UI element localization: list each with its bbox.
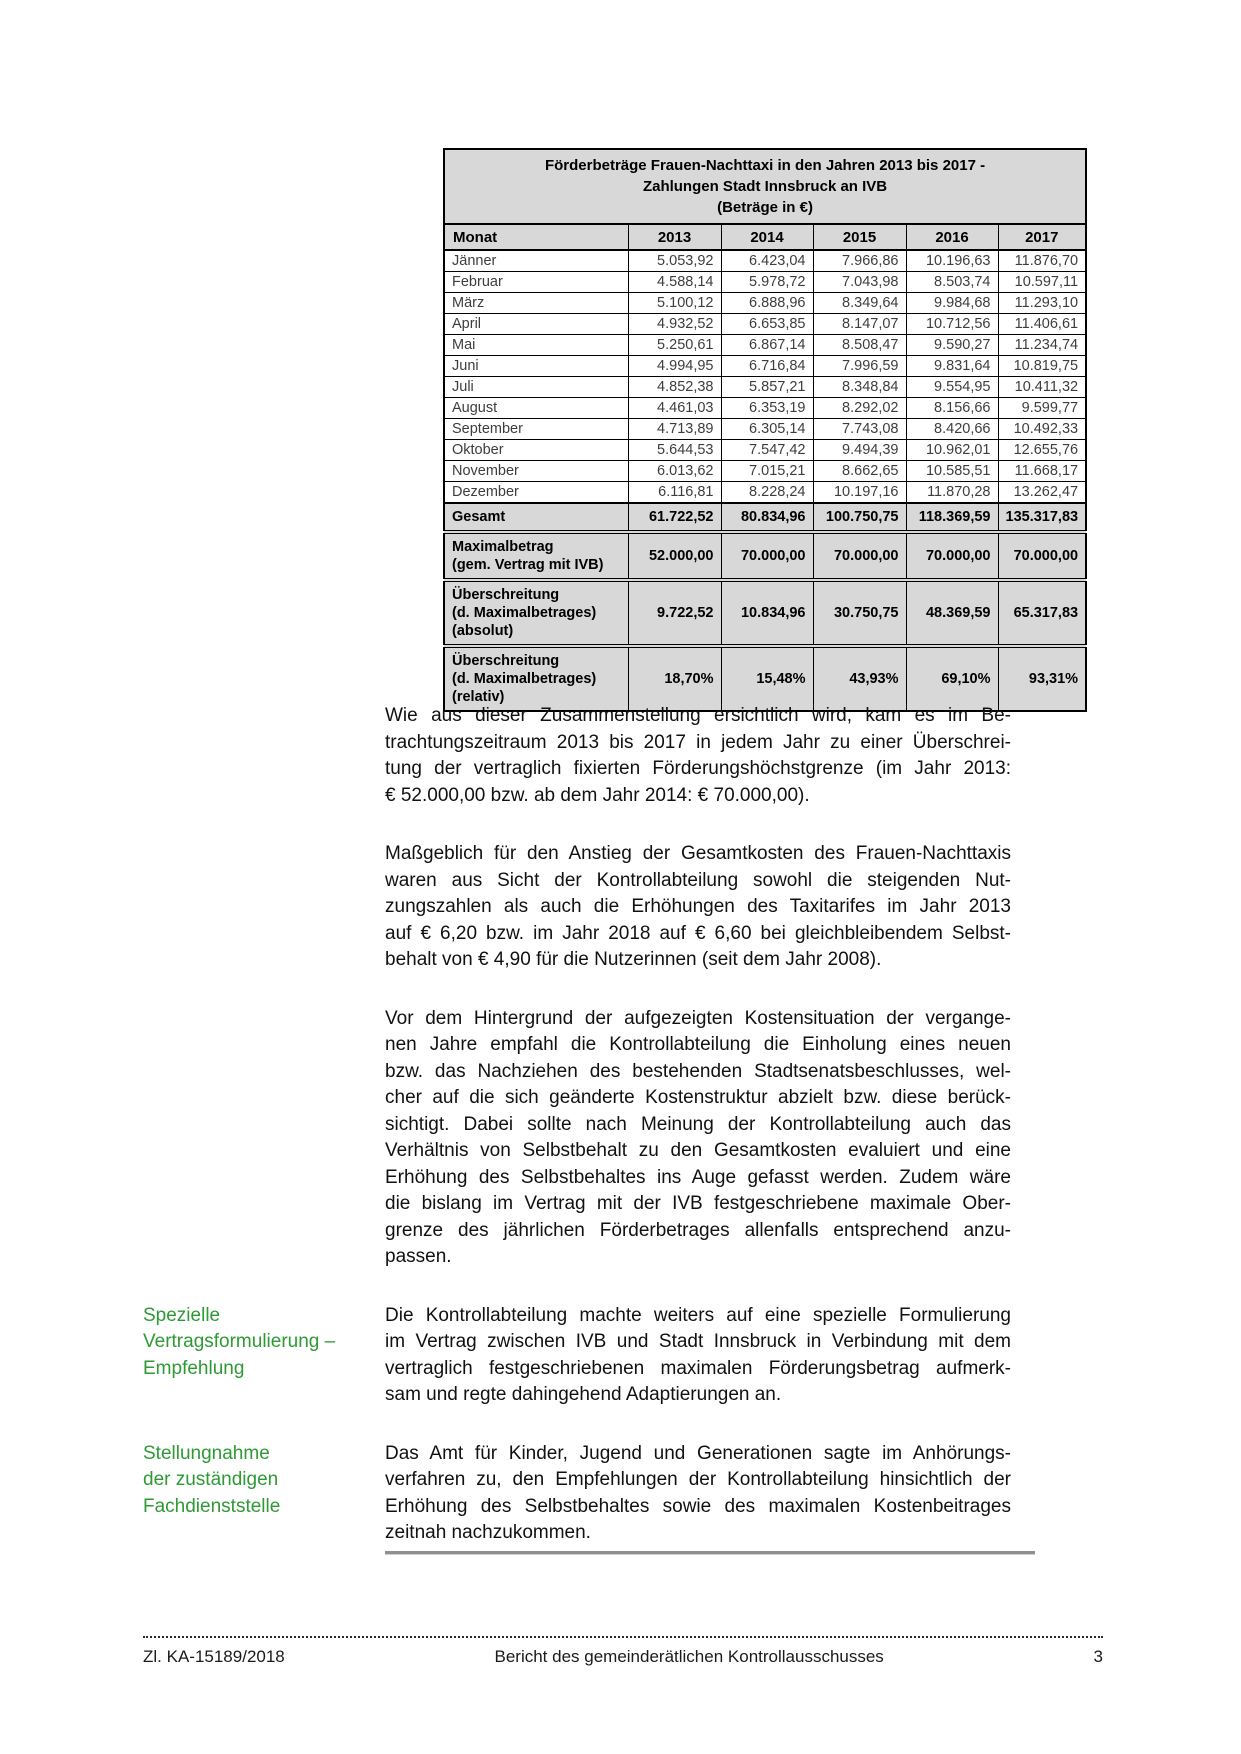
month-value-cell: 8.503,74 <box>906 272 998 293</box>
paragraph-line: im Vertrag zwischen IVB und Stadt Innsbruck in Verbindung mit dem <box>385 1331 1011 1352</box>
month-name-cell: April <box>444 314 628 335</box>
paragraph-line: € 52.000,00 bzw. ab dem Jahr 2014: € 70.000,00). <box>385 784 810 806</box>
summary-row <box>444 532 1086 580</box>
footer-page-number: 3 <box>1093 1647 1103 1666</box>
month-value-cell: 7.547,42 <box>721 440 813 461</box>
paragraph-line: tung der vertraglich fixierten Förderungshöchstgrenze (im Jahr 2013: <box>385 758 1011 779</box>
month-value-cell: 6.305,14 <box>721 419 813 440</box>
month-name-cell: Juli <box>444 377 628 398</box>
margin-label <box>143 1303 385 1409</box>
summary-value-cell: 43,93% <box>813 646 906 711</box>
month-value-cell: 4.994,95 <box>628 356 721 377</box>
month-value-cell: 6.353,19 <box>721 398 813 419</box>
month-value-cell: 7.996,59 <box>813 356 906 377</box>
month-value-cell: 10.962,01 <box>906 440 998 461</box>
margin-label <box>143 1006 385 1271</box>
table-month-rows <box>444 250 1086 503</box>
summary-value-cell: 52.000,00 <box>628 532 721 580</box>
column-header-monat: Monat <box>444 224 628 250</box>
month-value-cell: 8.508,47 <box>813 335 906 356</box>
month-value-cell: 10.411,32 <box>998 377 1086 398</box>
paragraph-line: waren aus Sicht der Kontrollabteilung sowohl die steigenden Nut- <box>385 869 1011 891</box>
month-value-cell: 6.867,14 <box>721 335 813 356</box>
month-value-cell: 11.293,10 <box>998 293 1086 314</box>
table-row <box>444 293 1086 314</box>
margin-label-line: Stellungnahme <box>143 1442 270 1464</box>
margin-label-line: Spezielle <box>143 1304 221 1326</box>
table-title <box>444 149 1086 224</box>
table-row <box>444 398 1086 419</box>
month-value-cell: 10.492,33 <box>998 419 1086 440</box>
month-value-cell: 8.228,24 <box>721 482 813 504</box>
column-header-2015: 2015 <box>813 224 906 250</box>
month-name-cell: Oktober <box>444 440 628 461</box>
paragraph-line: die bislang im Vertrag mit der IVB festgeschriebene maximale Ober- <box>385 1193 1011 1214</box>
summary-value-cell: 69,10% <box>906 646 998 711</box>
table-row <box>444 314 1086 335</box>
report-section <box>143 1441 1011 1547</box>
summary-value-cell: 118.369,59 <box>906 503 998 532</box>
column-header-2013: 2013 <box>628 224 721 250</box>
table-row <box>444 461 1086 482</box>
paragraph-line: passen. <box>385 1246 452 1267</box>
month-value-cell: 12.655,76 <box>998 440 1086 461</box>
summary-value-cell: 135.317,83 <box>998 503 1086 532</box>
summary-label-line: (gem. Vertrag mit IVB) <box>452 557 604 573</box>
paragraph-line: vertraglich festgeschriebenen maximalen Förderungsbetrag aufmerk- <box>385 1357 1011 1379</box>
table-summary-rows <box>444 503 1086 711</box>
summary-value-cell: 9.722,52 <box>628 580 721 646</box>
paragraph <box>385 841 1011 974</box>
month-value-cell: 8.156,66 <box>906 398 998 419</box>
paragraph-line: Verhältnis von Selbstbehalt zu den Gesamtkosten evaluiert und eine <box>385 1140 1011 1161</box>
paragraph <box>385 703 1011 809</box>
summary-label-line: Überschreitung <box>452 653 560 669</box>
table-title-line: (Beträge in €) <box>717 199 813 216</box>
month-name-cell: Juni <box>444 356 628 377</box>
table-row <box>444 482 1086 504</box>
summary-value-cell: 61.722,52 <box>628 503 721 532</box>
month-value-cell: 7.966,86 <box>813 250 906 272</box>
month-value-cell: 5.978,72 <box>721 272 813 293</box>
summary-label-line: (relativ) <box>452 689 505 705</box>
margin-label <box>143 841 385 974</box>
month-value-cell: 6.423,04 <box>721 250 813 272</box>
month-value-cell: 13.262,47 <box>998 482 1086 504</box>
summary-label-line: (d. Maximalbetrages) <box>452 671 597 687</box>
margin-label-line: Vertragsformulierung – <box>143 1331 336 1352</box>
paragraph-line: Die Kontrollabteilung machte weiters auf eine spezielle Formulierung <box>385 1304 1011 1326</box>
margin-label-line: Fachdienststelle <box>143 1495 281 1517</box>
month-name-cell: Februar <box>444 272 628 293</box>
report-section <box>143 841 1011 974</box>
paragraph-line: Erhöhung des Selbstbehaltes sowie des maximalen Kostenbeitrages <box>385 1495 1011 1517</box>
section-divider <box>385 1551 1035 1555</box>
month-value-cell: 11.668,17 <box>998 461 1086 482</box>
month-value-cell: 5.100,12 <box>628 293 721 314</box>
margin-label <box>143 1441 385 1547</box>
footer-row <box>143 1647 1103 1667</box>
month-name-cell: Jänner <box>444 250 628 272</box>
table-row <box>444 272 1086 293</box>
summary-value-cell: 70.000,00 <box>906 532 998 580</box>
paragraph-line: verfahren zu, den Empfehlungen der Kontrollabteilung hinsichtlich der <box>385 1469 1011 1490</box>
month-value-cell: 9.599,77 <box>998 398 1086 419</box>
table-row <box>444 356 1086 377</box>
summary-value-cell: 70.000,00 <box>998 532 1086 580</box>
month-value-cell: 9.984,68 <box>906 293 998 314</box>
paragraph-line: sam und regte dahingehend Adaptierungen an. <box>385 1384 782 1405</box>
month-value-cell: 8.348,84 <box>813 377 906 398</box>
month-value-cell: 10.196,63 <box>906 250 998 272</box>
summary-value-cell: 65.317,83 <box>998 580 1086 646</box>
month-name-cell: Mai <box>444 335 628 356</box>
paragraph-line: grenze des jährlichen Förderbetrages allenfalls entsprechend anzu- <box>385 1219 1011 1241</box>
paragraph-line: auf € 6,20 bzw. im Jahr 2018 auf € 6,60 bei gleichbleibendem Selbst- <box>385 922 1011 944</box>
summary-row <box>444 580 1086 646</box>
table-row <box>444 377 1086 398</box>
paragraph-line: sichtigt. Dabei sollte nach Meinung der Kontrollabteilung auch das <box>385 1113 1011 1135</box>
month-value-cell: 6.653,85 <box>721 314 813 335</box>
month-value-cell: 6.888,96 <box>721 293 813 314</box>
paragraph-line: zeitnah nachzukommen. <box>385 1522 591 1543</box>
month-name-cell: Dezember <box>444 482 628 504</box>
month-value-cell: 9.554,95 <box>906 377 998 398</box>
month-value-cell: 7.743,08 <box>813 419 906 440</box>
table-row <box>444 419 1086 440</box>
column-header-2014: 2014 <box>721 224 813 250</box>
paragraph <box>385 1441 1011 1547</box>
month-name-cell: September <box>444 419 628 440</box>
month-name-cell: November <box>444 461 628 482</box>
month-value-cell: 9.590,27 <box>906 335 998 356</box>
paragraph-line: bzw. das Nachziehen des bestehenden Stadtsenatsbeschlusses, wel- <box>385 1060 1011 1082</box>
table-row <box>444 335 1086 356</box>
table-title-row <box>444 149 1086 224</box>
report-body <box>143 703 1011 1579</box>
summary-value-cell: 30.750,75 <box>813 580 906 646</box>
month-value-cell: 6.013,62 <box>628 461 721 482</box>
month-value-cell: 10.197,16 <box>813 482 906 504</box>
footer-dotted-line <box>143 1636 1103 1638</box>
month-value-cell: 7.015,21 <box>721 461 813 482</box>
table-title-line: Förderbeträge Frauen-Nachttaxi in den Jahren 2013 bis 2017 - <box>544 157 986 174</box>
month-value-cell: 4.461,03 <box>628 398 721 419</box>
month-value-cell: 8.662,65 <box>813 461 906 482</box>
paragraph-line: zungszahlen als auch die Erhöhungen des Taxitarifes im Jahr 2013 <box>385 896 1011 917</box>
paragraph-line: Erhöhung des Selbstbehaltes ins Auge gefasst werden. Zudem wäre <box>385 1166 1011 1188</box>
footer-reference: Zl. KA-15189/2018 <box>143 1647 285 1666</box>
summary-label-line: Maximalbetrag <box>452 539 554 555</box>
month-value-cell: 9.831,64 <box>906 356 998 377</box>
month-value-cell: 4.852,38 <box>628 377 721 398</box>
funding-table-grid <box>443 148 1087 712</box>
month-value-cell: 8.147,07 <box>813 314 906 335</box>
table-title-line: Zahlungen Stadt Innsbruck an IVB <box>642 178 888 195</box>
paragraph-line: Das Amt für Kinder, Jugend und Generationen sagte im Anhörungs- <box>385 1442 1011 1464</box>
month-value-cell: 11.870,28 <box>906 482 998 504</box>
report-section <box>143 703 1011 809</box>
month-value-cell: 9.494,39 <box>813 440 906 461</box>
summary-value-cell: 70.000,00 <box>813 532 906 580</box>
month-value-cell: 8.349,64 <box>813 293 906 314</box>
summary-label-cell <box>444 580 628 646</box>
summary-label-line: Überschreitung <box>452 587 560 603</box>
paragraph-line: Vor dem Hintergrund der aufgezeigten Kostensituation der vergange- <box>385 1007 1011 1029</box>
summary-label-cell <box>444 646 628 711</box>
summary-value-cell: 10.834,96 <box>721 580 813 646</box>
summary-row <box>444 503 1086 532</box>
month-value-cell: 6.116,81 <box>628 482 721 504</box>
month-value-cell: 6.716,84 <box>721 356 813 377</box>
table-column-header-row <box>444 224 1086 250</box>
month-name-cell: März <box>444 293 628 314</box>
paragraph-line: trachtungszeitraum 2013 bis 2017 in jedem Jahr zu einer Überschrei- <box>385 731 1011 753</box>
month-value-cell: 10.712,56 <box>906 314 998 335</box>
month-value-cell: 8.420,66 <box>906 419 998 440</box>
month-value-cell: 11.406,61 <box>998 314 1086 335</box>
paragraph-line: nen Jahre empfahl die Kontrollabteilung die Einholung eines neuen <box>385 1034 1011 1055</box>
table-row <box>444 440 1086 461</box>
summary-row <box>444 646 1086 711</box>
summary-label-line: (d. Maximalbetrages) <box>452 605 597 621</box>
paragraph-line: cher auf die sich geänderte Kostenstruktur abzielt bzw. diese berück- <box>385 1087 1011 1108</box>
month-value-cell: 10.585,51 <box>906 461 998 482</box>
month-value-cell: 11.234,74 <box>998 335 1086 356</box>
page-footer <box>143 1636 1103 1667</box>
month-value-cell: 10.819,75 <box>998 356 1086 377</box>
margin-label-line: der zuständigen <box>143 1469 279 1490</box>
paragraph-line: Maßgeblich für den Anstieg der Gesamtkosten des Frauen-Nachttaxis <box>385 843 1011 864</box>
paragraph <box>385 1303 1011 1409</box>
month-value-cell: 7.043,98 <box>813 272 906 293</box>
month-value-cell: 10.597,11 <box>998 272 1086 293</box>
month-value-cell: 11.876,70 <box>998 250 1086 272</box>
month-value-cell: 5.857,21 <box>721 377 813 398</box>
summary-value-cell: 100.750,75 <box>813 503 906 532</box>
summary-value-cell: 18,70% <box>628 646 721 711</box>
month-value-cell: 8.292,02 <box>813 398 906 419</box>
funding-table <box>443 148 1087 712</box>
margin-label-line: Empfehlung <box>143 1357 245 1379</box>
report-section <box>143 1303 1011 1409</box>
month-value-cell: 4.932,52 <box>628 314 721 335</box>
summary-label-cell <box>444 503 628 532</box>
summary-value-cell: 15,48% <box>721 646 813 711</box>
month-value-cell: 5.250,61 <box>628 335 721 356</box>
summary-label-cell <box>444 532 628 580</box>
footer-title: Bericht des gemeinderätlichen Kontrollausschusses <box>494 1647 884 1666</box>
month-value-cell: 5.644,53 <box>628 440 721 461</box>
paragraph-line: behalt von € 4,90 für die Nutzerinnen (seit dem Jahr 2008). <box>385 949 882 970</box>
month-value-cell: 5.053,92 <box>628 250 721 272</box>
summary-value-cell: 70.000,00 <box>721 532 813 580</box>
paragraph-line: Wie aus dieser Zusammenstellung ersichtlich wird, kam es im Be- <box>385 705 1011 726</box>
margin-label <box>143 703 385 809</box>
column-header-2017: 2017 <box>998 224 1086 250</box>
report-section <box>143 1006 1011 1271</box>
summary-value-cell: 48.369,59 <box>906 580 998 646</box>
table-row <box>444 250 1086 272</box>
summary-value-cell: 80.834,96 <box>721 503 813 532</box>
summary-value-cell: 93,31% <box>998 646 1086 711</box>
summary-label-line: Gesamt <box>452 509 506 525</box>
column-header-2016: 2016 <box>906 224 998 250</box>
month-value-cell: 4.588,14 <box>628 272 721 293</box>
summary-label-line: (absolut) <box>452 623 514 639</box>
month-value-cell: 4.713,89 <box>628 419 721 440</box>
month-name-cell: August <box>444 398 628 419</box>
paragraph <box>385 1006 1011 1271</box>
